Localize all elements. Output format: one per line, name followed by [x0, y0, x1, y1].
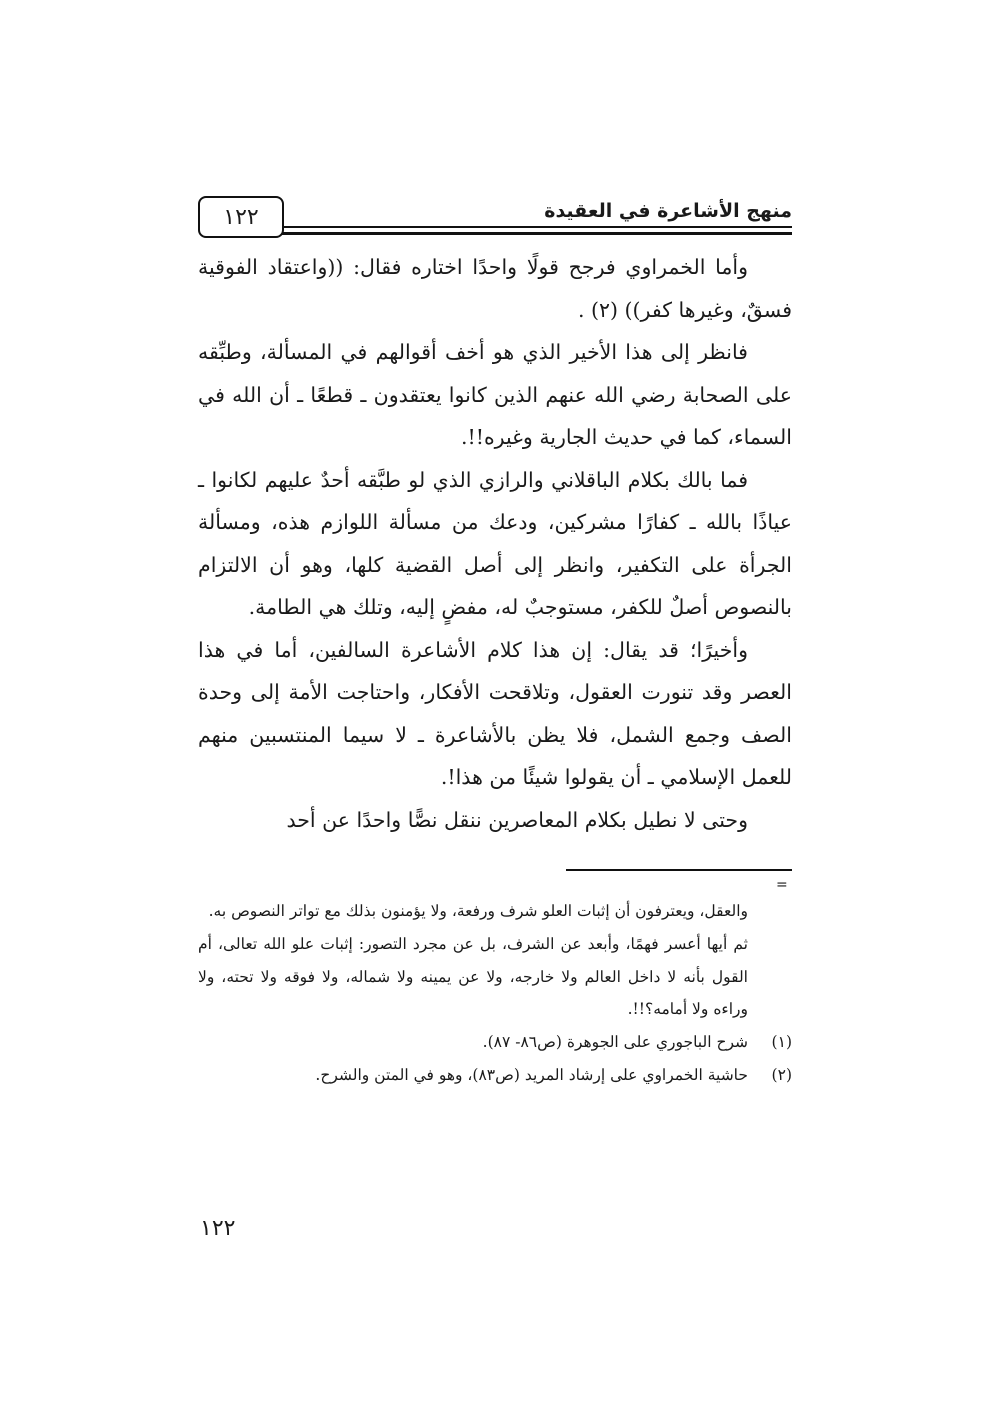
body-paragraph: وأما الخمراوي فرجح قولًا واحدًا اختاره فقال: ((واعتقاد الفوقية فسقٌ، وغيرها كفر)) (٢) .	[198, 255, 792, 322]
page-header	[198, 196, 792, 242]
footnote-item	[198, 1026, 792, 1059]
footnotes	[198, 895, 792, 1092]
footnote-text: شرح الباجوري على الجوهرة (ص٨٦- ٨٧).	[482, 1033, 748, 1052]
body-paragraph: وأخيرًا؛ قد يقال: إن هذا كلام الأشاعرة السالفين، أما في هذا العصر وقد تنورت العقول، وتلاقحت الأفكار، واحتاجت الأمة إلى وحدة الصف وجمع الشمل، فلا يظن بالأشاعرة ـ لا سيما المنتسبين منهم للعمل الإسلامي ـ أن يقولوا شيئًا من هذا!.	[198, 637, 792, 789]
footnote-separator	[566, 869, 792, 871]
body-paragraph: وحتى لا نطيل بكلام المعاصرين ننقل نصًّا واحدًا عن أحد	[286, 807, 748, 832]
footnote-text: حاشية الخمراوي على إرشاد المريد (ص٨٣)، وهو في المتن والشرح.	[315, 1065, 748, 1084]
header-rule-thin	[282, 226, 792, 228]
footnote-continued-paragraph: ثم أيها أعسر فهمًا، وأبعد عن الشرف، بل عن مجرد التصور: إثبات علو الله تعالى، أم القول بأنه لا داخل العالم ولا خارجه، ولا عن يمينه ولا شماله، ولا فوقه ولا تحته، ولا وراءه ولا أمامه؟!!.	[198, 934, 748, 1019]
running-title: منهج الأشاعرة في العقيدة	[544, 200, 792, 222]
main-text	[198, 246, 792, 841]
footnote-number: (٢)	[771, 1065, 792, 1084]
body-paragraph: فانظر إلى هذا الأخير الذي هو أخف أقوالهم في المسألة، وطبِّقه على الصحابة رضي الله عنهم الذين كانوا يعتقدون ـ قطعًا ـ أن الله في السماء، كما في حديث الجارية وغيره!!.	[198, 340, 792, 449]
header-page-number: ١٢٢	[198, 196, 284, 238]
footer-page-number: ١٢٢	[200, 1216, 236, 1241]
header-rule-thick	[282, 232, 792, 235]
footnote-continuation-mark: =	[776, 877, 788, 893]
footnote-number: (١)	[771, 1033, 792, 1052]
footnote-item	[198, 1059, 792, 1092]
footnote-continued-paragraph: والعقل، ويعترفون أن إثبات العلو شرف ورفعة، ولا يؤمنون بذلك مع تواتر النصوص به.	[208, 902, 748, 920]
body-paragraph: فما بالك بكلام الباقلاني والرازي الذي لو طبَّقه أحدٌ عليهم لكانوا ـ عياذًا بالله ـ كفارًا مشركين، ودعك من مسألة اللوازم هذه، ومسألة الجرأة على التكفير، وانظر إلى أصل القضية كلها، وهو أن الالتزام بالنصوص أصلٌ للكفر، مستوجبٌ له، مفضٍ إليه، وتلك هي الطامة.	[198, 467, 792, 619]
